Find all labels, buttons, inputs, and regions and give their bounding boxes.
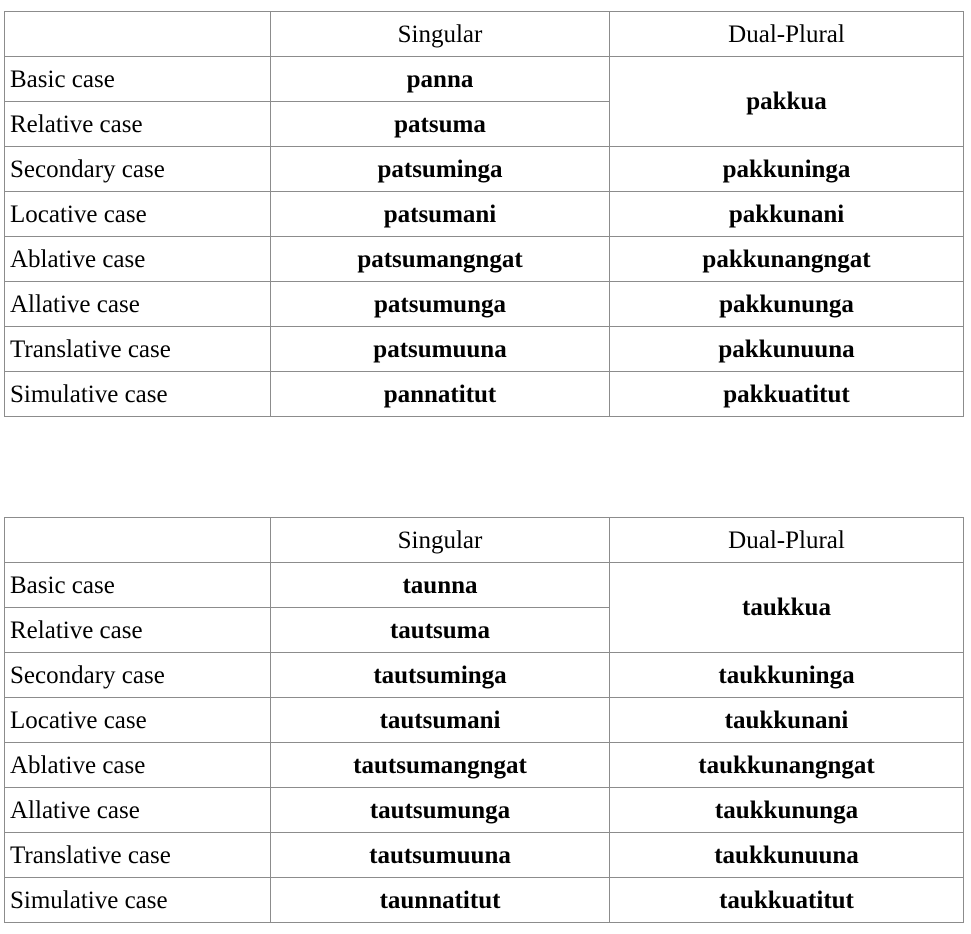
- singular-form: patsuminga: [271, 147, 610, 192]
- table-row: [5, 327, 964, 372]
- declension-table-1: [4, 11, 964, 417]
- case-label: Translative case: [5, 833, 271, 878]
- header-singular: Singular: [271, 12, 610, 57]
- plural-form: taukkunuuna: [610, 833, 964, 878]
- plural-form: taukkununga: [610, 788, 964, 833]
- table-row: [5, 563, 964, 608]
- plural-form: taukkuninga: [610, 653, 964, 698]
- case-label: Basic case: [5, 57, 271, 102]
- singular-form: tautsumani: [271, 698, 610, 743]
- table-row: [5, 788, 964, 833]
- singular-form: pannatitut: [271, 372, 610, 417]
- table-row: [5, 57, 964, 102]
- case-label: Simulative case: [5, 878, 271, 923]
- plural-form-merged: pakkua: [610, 57, 964, 147]
- singular-form: tautsuminga: [271, 653, 610, 698]
- table-row: [5, 282, 964, 327]
- singular-form: tautsumangngat: [271, 743, 610, 788]
- table-row: [5, 237, 964, 282]
- header-row: [5, 12, 964, 57]
- plural-form: taukkunangngat: [610, 743, 964, 788]
- header-row: [5, 518, 964, 563]
- case-label: Secondary case: [5, 653, 271, 698]
- header-empty-cell: [5, 12, 271, 57]
- case-label: Ablative case: [5, 237, 271, 282]
- singular-form: taunna: [271, 563, 610, 608]
- singular-form: patsumangngat: [271, 237, 610, 282]
- table-row: [5, 147, 964, 192]
- case-label: Allative case: [5, 282, 271, 327]
- singular-form: patsumunga: [271, 282, 610, 327]
- case-label: Ablative case: [5, 743, 271, 788]
- singular-form: tautsumuuna: [271, 833, 610, 878]
- header-dual-plural: Dual-Plural: [610, 518, 964, 563]
- declension-table-2: [4, 517, 964, 923]
- plural-form: pakkuatitut: [610, 372, 964, 417]
- case-label: Locative case: [5, 192, 271, 237]
- plural-form: taukkuatitut: [610, 878, 964, 923]
- singular-form: taunnatitut: [271, 878, 610, 923]
- header-empty-cell: [5, 518, 271, 563]
- plural-form: pakkunani: [610, 192, 964, 237]
- case-label: Basic case: [5, 563, 271, 608]
- singular-form: tautsuma: [271, 608, 610, 653]
- table-row: [5, 878, 964, 923]
- plural-form: pakkununga: [610, 282, 964, 327]
- plural-form: taukkunani: [610, 698, 964, 743]
- singular-form: patsuma: [271, 102, 610, 147]
- case-label: Relative case: [5, 608, 271, 653]
- plural-form: pakkunangngat: [610, 237, 964, 282]
- table-row: [5, 698, 964, 743]
- plural-form: pakkuninga: [610, 147, 964, 192]
- singular-form: panna: [271, 57, 610, 102]
- singular-form: patsumuuna: [271, 327, 610, 372]
- table-row: [5, 372, 964, 417]
- plural-form: pakkunuuna: [610, 327, 964, 372]
- case-label: Translative case: [5, 327, 271, 372]
- case-label: Locative case: [5, 698, 271, 743]
- plural-form-merged: taukkua: [610, 563, 964, 653]
- case-label: Simulative case: [5, 372, 271, 417]
- case-label: Secondary case: [5, 147, 271, 192]
- singular-form: tautsumunga: [271, 788, 610, 833]
- table-row: [5, 833, 964, 878]
- table-row: [5, 192, 964, 237]
- table-row: [5, 743, 964, 788]
- table-row: [5, 653, 964, 698]
- singular-form: patsumani: [271, 192, 610, 237]
- case-label: Allative case: [5, 788, 271, 833]
- header-singular: Singular: [271, 518, 610, 563]
- case-label: Relative case: [5, 102, 271, 147]
- header-dual-plural: Dual-Plural: [610, 12, 964, 57]
